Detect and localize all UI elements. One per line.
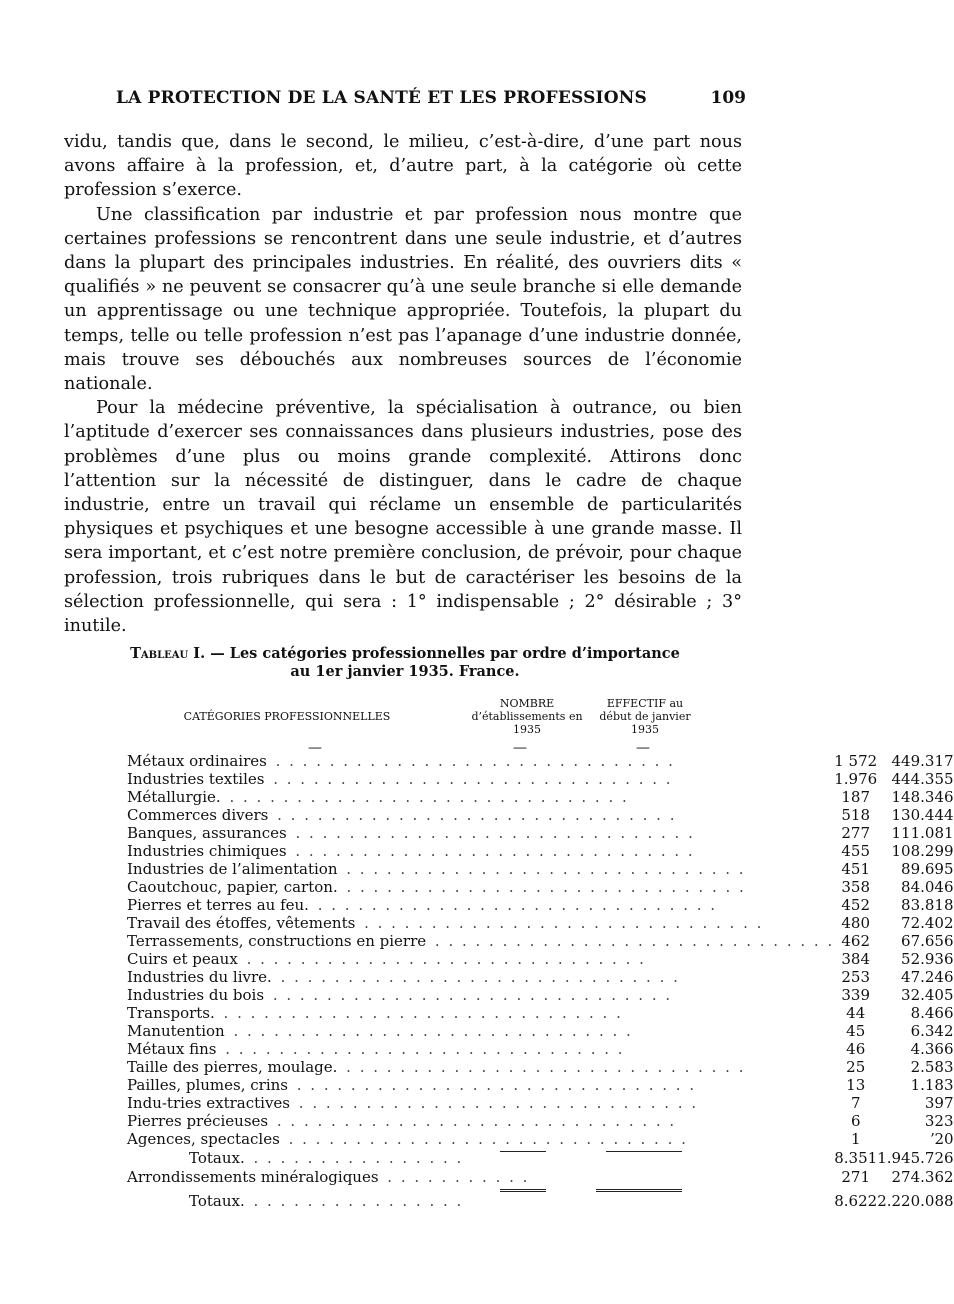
category-label: Travail des étoffes, vêtements [127,914,356,932]
category-label: Pailles, plumes, crins [127,1076,288,1094]
category-cell [127,770,834,788]
category-label: Manutention [127,1022,225,1040]
subtotal-establishments: 8.351 [834,1149,878,1167]
header-dash-establishments: — [513,740,527,756]
table-row [127,1112,954,1130]
category-label: Cuirs et peaux [127,950,238,968]
table-row [127,1058,954,1076]
leader-dots: . . . . . . . . . . . . . . . . . . . . . . . . . . . . . . [216,1004,623,1022]
leader-dots: . . . . . . . . . . . . . . . . . . . . . . . . . . . . . . [339,878,746,896]
table-row [127,752,954,770]
category-cell [127,932,834,950]
table-row [127,770,954,788]
workforce-cell: 2.583 [910,1058,954,1076]
header-workforce: EFFECTIF au début de janvier 1935 [599,697,691,736]
table-row [127,860,954,878]
workforce-cell: 148.346 [891,788,954,806]
table-row [127,788,954,806]
category-label: Pierres précieuses [127,1112,269,1130]
category-label: Métaux fins [127,1040,217,1058]
workforce-cell: 83.818 [901,896,954,914]
establishments-cell: 46 [846,1040,866,1058]
category-label: Industries textiles [127,770,265,788]
category-cell [127,1058,834,1076]
category-label: Terrassements, constructions en pierre [127,932,427,950]
mineral-establishments: 271 [841,1168,871,1186]
category-cell [127,1040,834,1058]
subtotal-rule-establishments [500,1151,546,1152]
workforce-cell: 4.366 [910,1040,954,1058]
category-label: Caoutchouc, papier, carton. [127,878,338,896]
subtotal-label: Totaux. [189,1149,245,1167]
category-cell [127,1022,834,1040]
leader-dots: . . . . . . . . . . . . . . . . . . . . . . . . . . . . . . [339,1058,746,1076]
workforce-cell: 32.405 [901,986,954,1004]
table-row [127,1022,954,1040]
category-label: Commerces divers [127,806,269,824]
leader-dots: . . . . . . . . . . . . . . . . . . . . . . . . . . . . . . [292,1094,699,1112]
leader-dots: . . . . . . . . . . . . . . . . . . . . . . . . . . . . . . [339,860,746,878]
workforce-cell: 108.299 [891,842,954,860]
establishments-cell: 358 [841,878,871,896]
establishments-cell: 455 [841,842,871,860]
leader-dots: . . . . . . . . . . . . . . . . . . . . . . . . . . . . . . [266,770,673,788]
establishments-cell: 1 [850,1130,861,1148]
workforce-cell: 52.936 [901,950,954,968]
workforce-cell: 1.183 [910,1076,954,1094]
leader-dots: . . . . . . . . . . . . . . . . . . . . . . . . . . . . . . [428,932,835,950]
establishments-cell: 253 [841,968,871,986]
category-cell [127,1076,834,1094]
workforce-cell: 89.695 [901,860,954,878]
paragraph-2: Une classification par industrie et par profession nous montre que certaines professions se rencontrent dans une seule industrie, et d’autres dans la plupart des principales industries. En réalité, des ouvriers dits « qualifiés » ne peuvent se consacrer qu’à une seule branche si elle demande un apprentissage ou une technique appropriée. Toutefois, la plupart du temps, telle ou telle profession n’est pas l’apanage d’une industrie donnée, mais trouve ses débouchés aux nombreuses sources de l’économie nationale. [64,204,742,395]
header-establishments: NOMBRE d’établissements en 1935 [471,697,583,736]
leader-dots: . . . . . . . . . . . . . . . . . . . . . . . . . . . . . . [273,968,680,986]
subtotal-rule-workforce [606,1151,682,1152]
leader-dots: . . . . . . . . . . . [380,1168,530,1186]
establishments-cell: 25 [846,1058,866,1076]
subtotal-label-cell [127,1148,834,1168]
establishments-cell: 7 [850,1094,861,1112]
leader-dots: . . . . . . . . . . . . . . . . . . . . . . . . . . . . . . [270,1112,677,1130]
workforce-cell: 130.444 [891,806,954,824]
leader-dots: . . . . . . . . . . . . . . . . . . . . . . . . . . . . . . [266,986,673,1004]
table-caption [120,645,690,681]
category-cell [127,1094,834,1112]
category-cell [127,1004,834,1022]
establishments-cell: 6 [850,1112,861,1130]
leader-dots: . . . . . . . . . . . . . . . . . . . . . . . . . . . . . . [290,1076,697,1094]
workforce-cell: 6.342 [910,1022,954,1040]
leader-dots: . . . . . . . . . . . . . . . . [246,1192,464,1210]
category-label: Transports. [127,1004,215,1022]
workforce-cell: ʼ20 [929,1130,954,1148]
workforce-cell: 323 [924,1112,954,1130]
caption-label: Tableau I. [130,645,206,662]
establishments-cell: 384 [841,950,871,968]
leader-dots: . . . . . . . . . . . . . . . . . . . . . . . . . . . . . . [239,950,646,968]
category-cell [127,860,834,878]
workforce-cell: 444.355 [891,770,954,788]
paragraph-1: vidu, tandis que, dans le second, le milieu, c’est-à-dire, d’une part nous avons affaire à la profession, et, d’autre part, à la catégorie où cette profession s’exerce. [64,132,742,201]
header-dash-category: — [308,740,322,756]
category-cell [127,914,834,932]
table-body [127,752,954,1148]
total-rule-establishments [500,1189,546,1192]
total-rule-workforce [596,1189,682,1192]
table-row [127,1040,954,1058]
caption-text: Les catégories professionnelles par ordre d’importance au 1er janvier 1935. France. [229,645,680,680]
paragraph-3: Pour la médecine préventive, la spécialisation à outrance, ou bien l’aptitude d’exercer ses connaissances dans plusieurs industries, pose des problèmes d’une plus ou moins grande complexité. Attirons donc l’attention sur la nécessité de distinguer, dans le cadre de chaque industrie, entre un travail qui réclame un ensemble de particularités physiques et psychiques et une besogne accessible à une grande masse. Il sera important, et c’est notre première conclusion, de prévoir, pour chaque profession, trois rubriques dans le but de caractériser les besoins de la sélection professionnelle, qui sera : 1° indispensable ; 2° désirable ; 3° inutile. [64,398,742,637]
establishments-cell: 1.976 [834,770,878,788]
establishments-cell: 451 [841,860,871,878]
table-row [127,932,954,950]
table-totals [127,1148,954,1210]
table-row [127,1004,954,1022]
header-dash-workforce: — [636,740,650,756]
establishments-cell: 1 572 [834,752,878,770]
category-cell [127,896,834,914]
mineral-label-cell [127,1168,834,1186]
category-cell [127,752,834,770]
total-workforce: 2.220.088 [877,1192,954,1210]
establishments-cell: 462 [841,932,871,950]
workforce-cell: 8.466 [910,1004,954,1022]
category-label: Industries du bois [127,986,265,1004]
category-label: Banques, assurances [127,824,287,842]
leader-dots: . . . . . . . . . . . . . . . . . . . . . . . . . . . . . . [310,896,718,914]
category-label: Indu-tries extractives [127,1094,291,1112]
mineral-label: Arrondissements minéralogiques [127,1168,379,1186]
category-label: Métallurgie. [127,788,221,806]
subtotal-workforce: 1.945.726 [877,1149,954,1167]
caption-dash: — [205,645,230,662]
category-cell [127,1130,834,1148]
establishments-cell: 452 [841,896,871,914]
category-label: Agences, spectacles [127,1130,280,1148]
establishments-cell: 45 [846,1022,866,1040]
category-cell [127,986,834,1004]
table-row [127,968,954,986]
category-cell [127,1112,834,1130]
total-label-cell [127,1186,834,1210]
mineral-row [127,1168,954,1186]
header-category: CATÉGORIES PROFESSIONNELLES [183,710,391,723]
total-label: Totaux. [189,1192,245,1210]
leader-dots: . . . . . . . . . . . . . . . . . . . . . . . . . . . . . . [226,1022,633,1040]
workforce-cell: 84.046 [901,878,954,896]
establishments-cell: 339 [841,986,871,1004]
category-cell [127,968,834,986]
category-label: Industries chimiques [127,842,287,860]
leader-dots: . . . . . . . . . . . . . . . . . . . . . . . . . . . . . . [218,1040,625,1058]
category-label: Industries de l’alimentation [127,860,338,878]
workforce-cell: 449.317 [891,752,954,770]
leader-dots: . . . . . . . . . . . . . . . . . . . . . . . . . . . . . . [288,824,695,842]
category-cell [127,788,834,806]
workforce-cell: 397 [924,1094,954,1112]
category-cell [127,842,834,860]
table-row [127,1130,954,1148]
table-row [127,1076,954,1094]
category-cell [127,806,834,824]
workforce-cell: 47.246 [901,968,954,986]
leader-dots: . . . . . . . . . . . . . . . . . . . . . . . . . . . . . . [281,1130,688,1148]
table-row [127,986,954,1004]
total-establishments: 8.622 [834,1192,878,1210]
category-cell [127,824,834,842]
leader-dots: . . . . . . . . . . . . . . . . . . . . . . . . . . . . . . [288,842,695,860]
running-header [116,88,746,112]
table-row [127,950,954,968]
establishments-cell: 44 [846,1004,866,1022]
establishments-cell: 518 [841,806,871,824]
establishments-cell: 13 [846,1076,866,1094]
category-cell [127,878,834,896]
data-table [127,752,954,1210]
establishments-cell: 480 [841,914,871,932]
leader-dots: . . . . . . . . . . . . . . . . [246,1149,464,1167]
category-label: Pierres et terres au feu. [127,896,309,914]
leader-dots: . . . . . . . . . . . . . . . . . . . . . . . . . . . . . . [222,788,629,806]
leader-dots: . . . . . . . . . . . . . . . . . . . . . . . . . . . . . . [357,914,764,932]
category-cell [127,950,834,968]
running-title: LA PROTECTION DE LA SANTÉ ET LES PROFESSIONS [116,88,647,108]
workforce-cell: 67.656 [901,932,954,950]
table-row [127,1094,954,1112]
workforce-cell: 111.081 [891,824,954,842]
table-row [127,914,954,932]
page-number: 109 [710,88,746,108]
leader-dots: . . . . . . . . . . . . . . . . . . . . . . . . . . . . . . [268,752,675,770]
body-text [64,130,742,638]
category-label: Métaux ordinaires [127,752,267,770]
mineral-workforce: 274.362 [891,1168,954,1186]
establishments-cell: 277 [841,824,871,842]
category-label: Industries du livre. [127,968,272,986]
table-row [127,842,954,860]
leader-dots: . . . . . . . . . . . . . . . . . . . . . . . . . . . . . . [270,806,677,824]
category-label: Taille des pierres, moulage. [127,1058,338,1076]
table-row [127,806,954,824]
workforce-cell: 72.402 [901,914,954,932]
table-row [127,878,954,896]
table-row [127,896,954,914]
table-row [127,824,954,842]
establishments-cell: 187 [841,788,871,806]
